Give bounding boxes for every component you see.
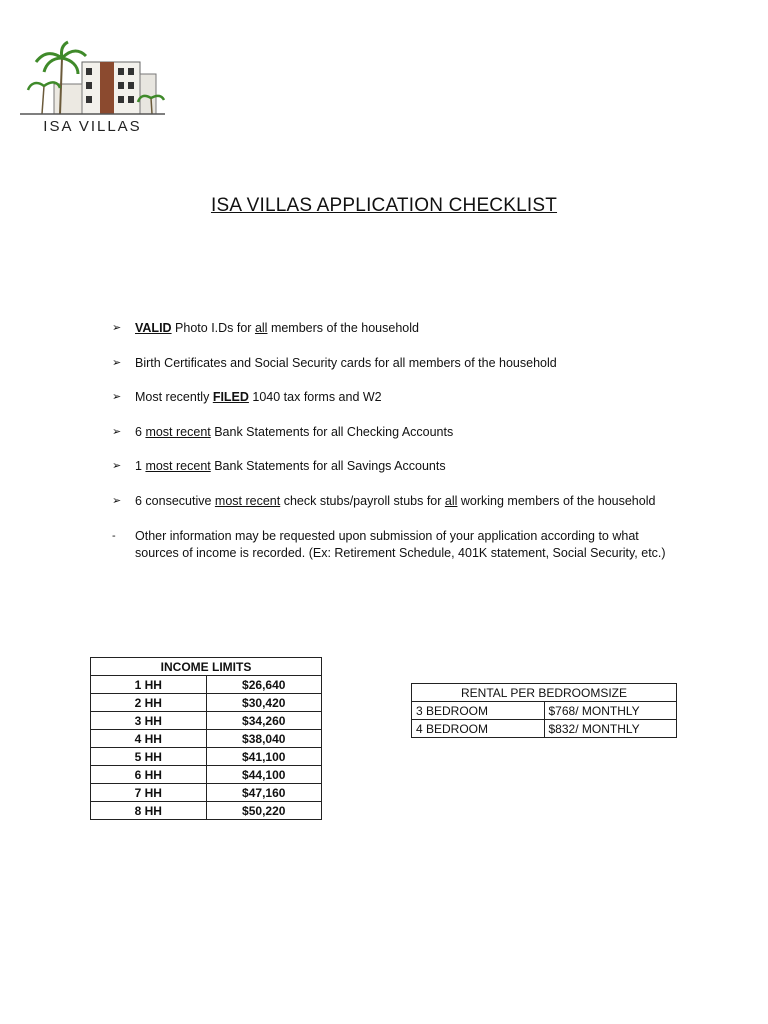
table-row (91, 694, 322, 712)
arrow-bullet-icon: ➢ (112, 426, 122, 438)
income-amount: $26,640 (206, 676, 322, 694)
income-amount: $47,160 (206, 784, 322, 802)
bedroom-size: 3 BEDROOM (412, 702, 545, 720)
table-row (91, 676, 322, 694)
income-limits-table (90, 657, 322, 820)
item-text: 1040 tax forms and W2 (248, 390, 382, 404)
item-text: Most recently (135, 390, 213, 404)
item-underline: all (254, 321, 268, 335)
item-text: Bank Statements for all Checking Accounts (210, 425, 454, 439)
item-text: 6 (135, 425, 146, 439)
note-line-2: sources of income is recorded. (Ex: Retirement Schedule, 401K statement, Social Security, etc.) (135, 546, 666, 560)
arrow-bullet-icon: ➢ (112, 391, 122, 403)
item-underline: most recent (145, 459, 211, 473)
household-size: 5 HH (91, 748, 207, 766)
monthly-rent: $768/ MONTHLY (544, 702, 677, 720)
household-size: 1 HH (91, 676, 207, 694)
table-row (91, 712, 322, 730)
item-text: 1 (135, 459, 146, 473)
table-row (91, 730, 322, 748)
item-text: Photo I.Ds for (171, 321, 255, 335)
income-amount: $41,100 (206, 748, 322, 766)
isa-villas-logo (20, 40, 165, 140)
household-size: 7 HH (91, 784, 207, 802)
household-size: 3 HH (91, 712, 207, 730)
household-size: 4 HH (91, 730, 207, 748)
arrow-bullet-icon: ➢ (112, 460, 122, 472)
item-text: Bank Statements for all Savings Accounts (210, 459, 446, 473)
item-text: Birth Certificates and Social Security cards for all members of the household (135, 356, 557, 370)
household-size: 6 HH (91, 766, 207, 784)
item-text: working members of the household (457, 494, 656, 508)
rental-table (411, 683, 677, 738)
income-limits-header: INCOME LIMITS (91, 658, 322, 676)
income-amount: $50,220 (206, 802, 322, 820)
item-text: check stubs/payroll stubs for (280, 494, 445, 508)
building-palm-icon (20, 40, 165, 118)
item-underline: all (444, 494, 458, 508)
table-row (412, 720, 677, 738)
table-row (91, 802, 322, 820)
household-size: 8 HH (91, 802, 207, 820)
bedroom-size: 4 BEDROOM (412, 720, 545, 738)
item-underline: most recent (214, 494, 281, 508)
table-row (412, 702, 677, 720)
monthly-rent: $832/ MONTHLY (544, 720, 677, 738)
item-emphasis: VALID (135, 321, 172, 335)
item-text: 6 consecutive (135, 494, 215, 508)
note-line-1: Other information may be requested upon submission of your application according to what (135, 529, 639, 543)
item-text: members of the household (267, 321, 419, 335)
dash-bullet: - (112, 530, 116, 542)
table-row (91, 748, 322, 766)
logo-wordmark: ISA VILLAS (43, 118, 142, 135)
table-row (91, 784, 322, 802)
household-size: 2 HH (91, 694, 207, 712)
arrow-bullet-icon: ➢ (112, 357, 122, 369)
income-amount: $30,420 (206, 694, 322, 712)
arrow-bullet-icon: ➢ (112, 322, 122, 334)
arrow-bullet-icon: ➢ (112, 495, 122, 507)
item-emphasis: FILED (212, 390, 249, 404)
income-amount: $34,260 (206, 712, 322, 730)
income-amount: $44,100 (206, 766, 322, 784)
page-title: ISA VILLAS APPLICATION CHECKLIST (210, 195, 558, 216)
rental-header: RENTAL PER BEDROOMSIZE (412, 684, 677, 702)
table-row (91, 766, 322, 784)
income-amount: $38,040 (206, 730, 322, 748)
item-underline: most recent (145, 425, 211, 439)
